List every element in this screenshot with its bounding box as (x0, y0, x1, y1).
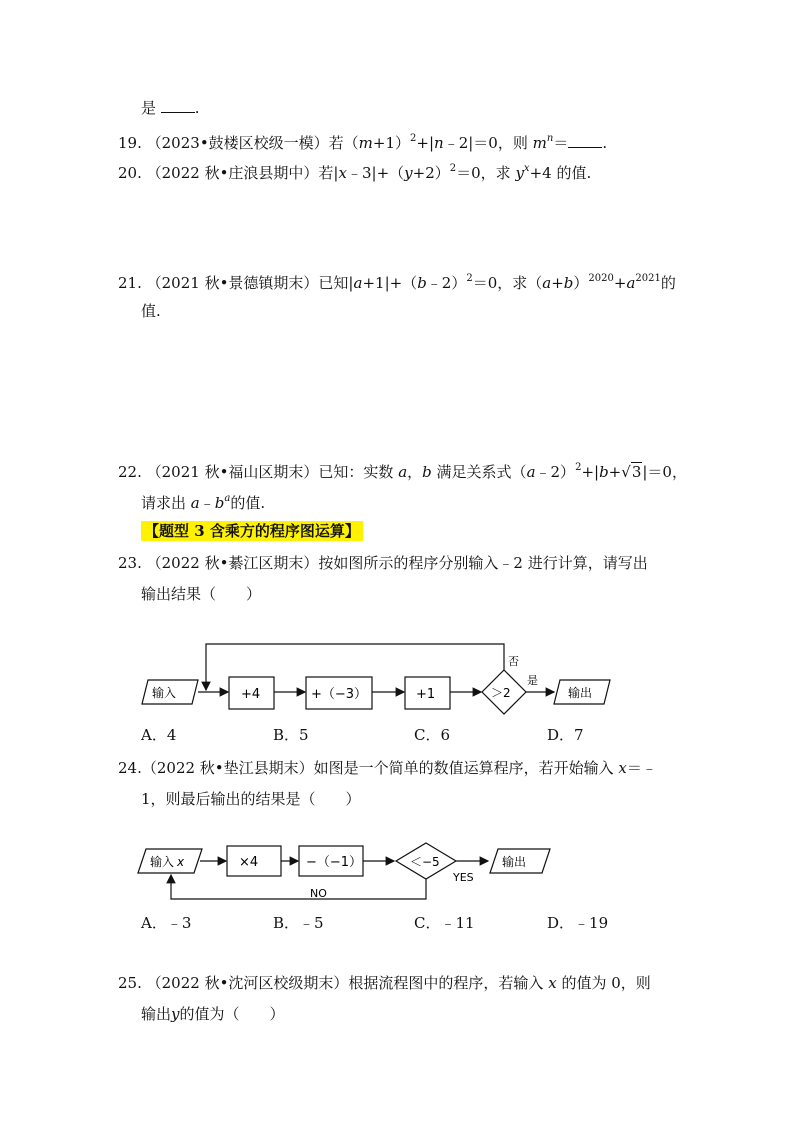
svg-text:＜−5: ＜−5 (410, 855, 440, 869)
svg-text:NO: NO (310, 887, 327, 900)
question-23-line2: 输出结果（ ） (141, 585, 262, 603)
svg-text:输出: 输出 (502, 855, 527, 869)
question-25: 25. （2022 秋•沈河区校级期末）根据流程图中的程序，若输入 x 的值为 0，则 (118, 974, 651, 992)
question-24: 24.（2022 秋•垫江县期末）如图是一个简单的数值运算程序，若开始输入 x＝﹣ (118, 759, 657, 777)
q18-tail: 是 . (141, 99, 200, 117)
svg-text:是: 是 (527, 674, 538, 687)
svg-text:否: 否 (508, 655, 519, 668)
sqrt-symbol: √ (621, 463, 631, 481)
svg-text:YES: YES (453, 871, 474, 884)
answer-blank (568, 135, 602, 148)
flowchart-23 (130, 640, 630, 720)
svg-text:×4: ×4 (239, 855, 259, 870)
svg-text:输入: 输入 (150, 855, 175, 869)
option-c: C．﹣11 (414, 914, 475, 932)
svg-text:＞2: ＞2 (491, 686, 511, 700)
svg-text:输出: 输出 (568, 686, 593, 700)
question-25-line2: 输出y的值为（ ） (141, 1005, 285, 1023)
svg-text:+1: +1 (416, 687, 436, 702)
question-19: 19. （2023•鼓楼区校级一模）若$(m+1)^2+|n﹣2|=0$，则 $m^n=$ . (118, 133, 608, 152)
question-20: 20. （2022 秋•庄浪县期中）若$|x﹣3|+(y+2)^2=0$，求 $y^x+4$ 的值. (118, 163, 592, 182)
question-21-line2: 值. (141, 302, 161, 320)
option-a: A．﹣3 (141, 914, 192, 932)
question-24-line2: 1，则最后输出的结果是（ ） (141, 790, 361, 808)
question-23: 23. （2022 秋•綦江区期末）按如图所示的程序分别输入﹣2 进行计算，请写出 (118, 554, 648, 572)
svg-text:+4: +4 (241, 687, 261, 702)
section-title: 【题型 3 含乘方的程序图运算】 (141, 521, 363, 541)
option-b: B．5 (273, 726, 309, 744)
question-21: 21. （2021 秋•景德镇期末）已知|a+1|+（b﹣2）$^2$＝0，求$(a+b)^{2020}+a^{2021}$的 (118, 273, 676, 292)
option-a: A．4 (141, 726, 177, 744)
option-d: D．7 (547, 726, 584, 744)
question-22-line2: 请求出 $a﹣b^a$的值. (141, 493, 266, 512)
answer-blank (161, 100, 195, 113)
question-22: 22. （2021 秋•福山区期末）已知：实数 a，b 满足关系式（a﹣2）$^2$+|b+√3|＝0， (118, 462, 687, 481)
svg-text:输入: 输入 (152, 686, 177, 700)
option-c: C．6 (414, 726, 451, 744)
svg-text:x: x (177, 855, 185, 869)
flowchart-24 (130, 835, 570, 905)
option-b: B．﹣5 (273, 914, 324, 932)
svg-text:−（−1）: −（−1） (306, 855, 363, 870)
option-d: D．﹣19 (547, 914, 609, 932)
svg-text:+（−3）: +（−3） (311, 687, 368, 702)
